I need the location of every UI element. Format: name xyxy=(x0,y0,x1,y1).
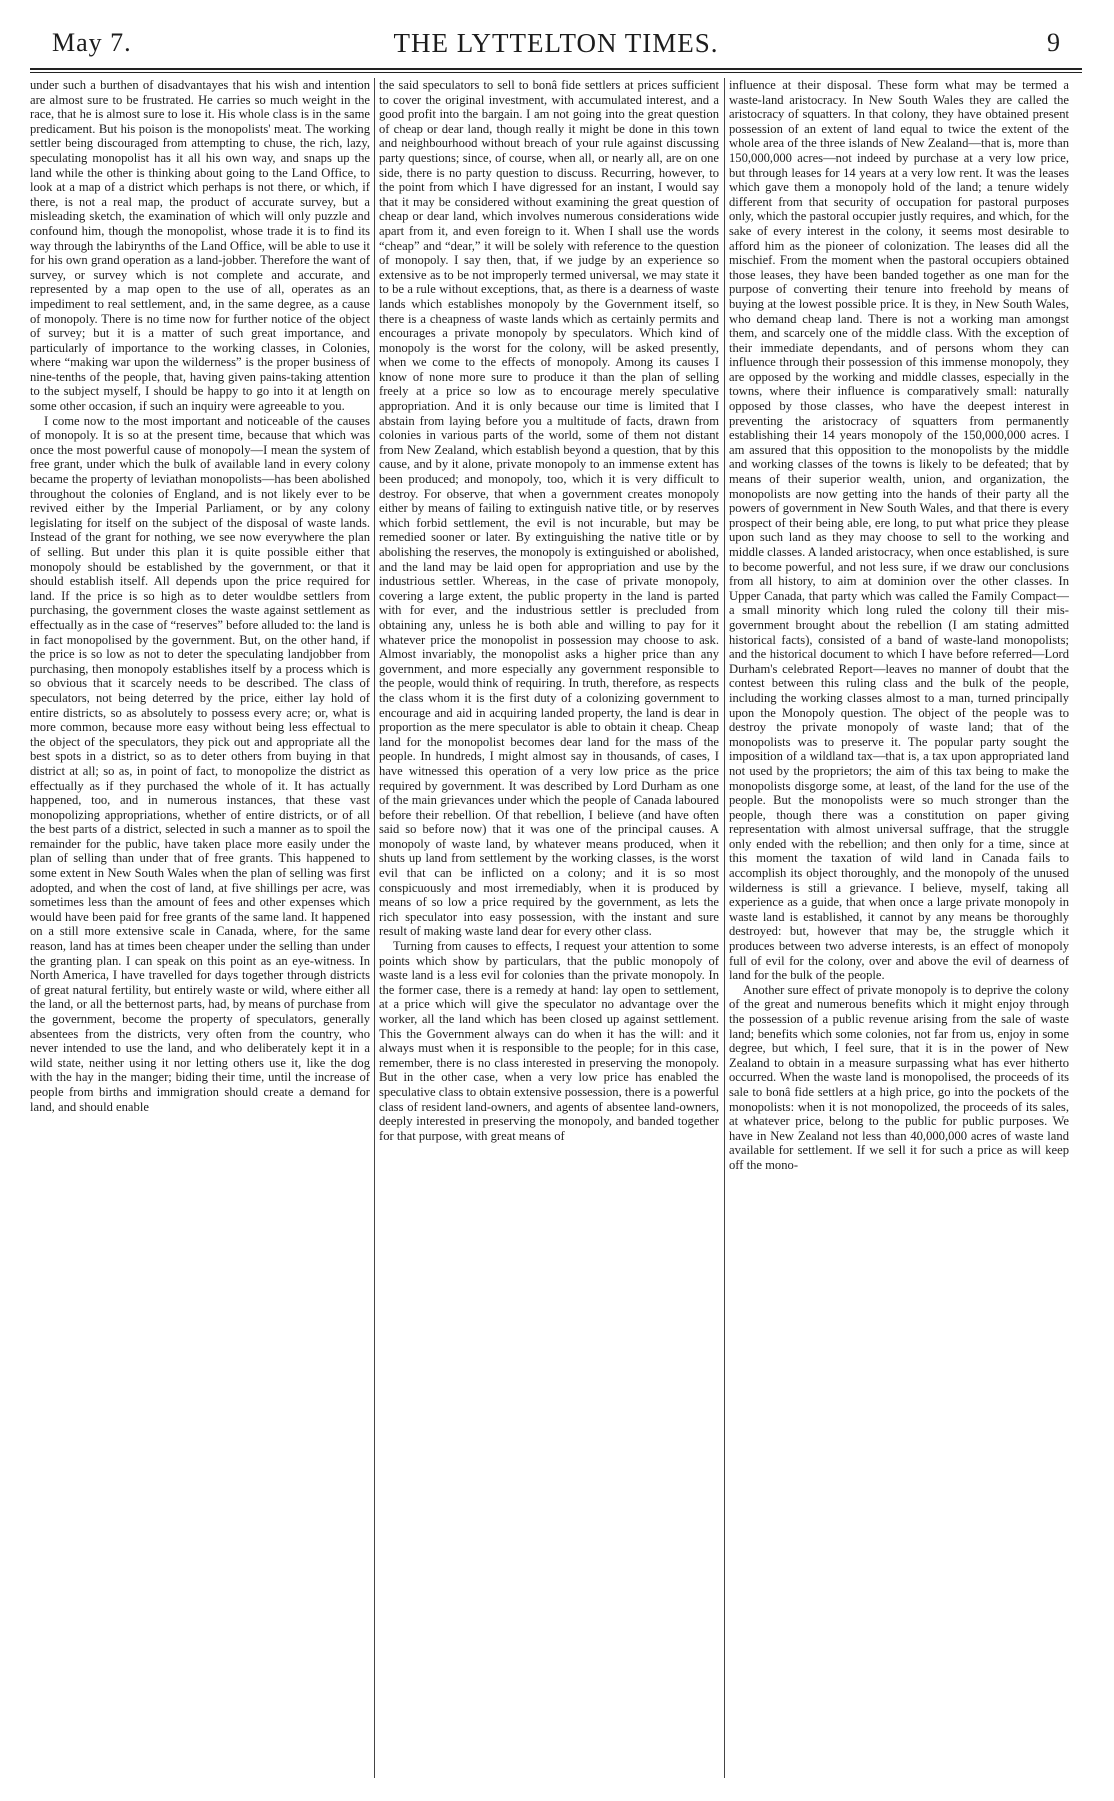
column-2-paragraph: the said speculators to sell to bonâ fide settlers at prices sufficient to cover the original investment, with accumulated interest, and a good profit into the bargain. I am not going into the great question of cheap or dear land, though really it might be done in this town and neighbourhood without breach of your rule against discussing party questions; since, of course, when all, or nearly all, are on one side, there is no party question to discuss. Recurring, however, to the point from which I have digressed for an instant, I would say that it may be considered without examining the great question of cheap or dear land, which involves numerous considerations wide apart from it, and even foreign to it. When I shall use the words “cheap” and “dear,” it will be solely with reference to the question of monopoly. I say then, that, if we judge by an experience so extensive as to be not improperly termed universal, we may state it to be a rule without exceptions, that, as there is a dearness of waste lands which establishes monopoly by the Government itself, so there is a cheapness of waste lands which as certainly permits and encourages a private monopoly by speculators. Which kind of monopoly is the worst for the colony, will be asked presently, when we come to the effects of monopoly. Among its causes I know of none more sure to produce it than the plan of selling freely at a price so low as to encourage merely speculative appropriation. And it is only because our time is limited that I abstain from laying before you a multitude of facts, drawn from colonies in various parts of the world, some of them not distant from New Zealand, which establish beyond a question, that by this cause, and by it alone, private monopoly to an immense extent has been produced; and monopoly, too, which it is very difficult to destroy. For observe, that when a government creates monopoly either by means of failing to extinguish native title, or by reserves which forbid settlement, the evil is not incurable, but may be remedied sooner or later. By extinguishing the native title or by abolishing the reserves, the monopoly is extinguished or abolished, and the land may be laid open for appropriation and use by the industrious settler. Whereas, in the case of private monopoly, covering a large extent, the public property in the land is parted with for ever, and the industrious settler is precluded from obtaining any, unless he is both able and willing to pay for it whatever price the monopolist in possession may choose to ask. Almost invariably, the monopolist asks a higher price than any government, and more especially any government responsible to the people, would think of requiring. In truth, therefore, as respects the class whom it is the first duty of a colonizing government to encourage and aid in acquiring landed property, the land is dear in proportion as the mere speculator is able to obtain it cheap. Cheap land for the monopolist becomes dear land for the mass of the people. In hundreds, I might almost say in thousands, of cases, I have witnessed this operation of a very low price as the price required by government. It was described by Lord Durham as one of the main grievances under which the people of Canada laboured before their rebellion. Of that rebellion, I believe (and have often said so before now) that it was one of the principal causes. A monopoly of waste land, by whatever means produced, when it shuts up land from settlement by the working classes, is the worst evil that can be inflicted on a colony; and it is so most conspicuously and most irremediably, when it is produced by means of so low a price required by the government, as lets the rich speculator into easy possession, with the instant and sure result of making waste land dear for every other class. xyxy=(379,78,719,939)
column-divider xyxy=(374,78,375,1778)
column-2 xyxy=(379,78,719,1778)
column-1 xyxy=(30,78,370,1778)
column-1-paragraph: under such a burthen of disadvantayes that his wish and intention are almost sure to be frustrated. He carries so much weight in the race, that he is almost sure to lose it. His whole class is in the same predicament. But his poison is the monopolists' meat. The working settler being discouraged from attempting to chuse, the rich, lazy, speculating monopolist has it all his own way, and snaps up the land while the other is thinking about going to the Land Office, to look at a map of a district which perhaps is not there, or which, if there, is not a real map, the product of accurate survey, but a misleading sketch, the examination of which will only puzzle and confound him, though the monopolist, whose trade it is to find its way through the labirynths of the Land Office, will be able to use it for his own grand operation as a land-jobber. Therefore the want of survey, or survey which is not complete and accurate, and represented by a map open to the use of all, operates as an impediment to real settlement, and, in the same degree, as a cause of monopoly. There is no time now for further notice of the object of survey; but it is a matter of such great importance, and particularly of importance to the working classes, in Colonies, where “making war upon the wilderness” is the proper business of nine-tenths of the people, that, having given pains-taking attention to the subject myself, I should be happy to go into it at length on some other occasion, if such an inquiry were agreeable to you. xyxy=(30,78,370,414)
issue-date: May 7. xyxy=(52,28,132,57)
header-rule-thin xyxy=(30,72,1082,73)
page-number: 9 xyxy=(1047,28,1060,57)
column-2-paragraph: Turning from causes to effects, I request your attention to some points which show by particulars, that the public monopoly of waste land is a less evil for colonies than the private monopoly. In the former case, there is a remedy at hand: lay open to settlement, at a price which will give the speculator no advantage over the worker, all the land which has been closed up against settlement. This the Government always can do when it has the will: and it always must when it is responsible to the people; for in this case, remember, there is no class interested in preserving the monopoly. But in the other case, when a very low price has enabled the speculative class to obtain extensive possession, there is a powerful class of resident land-owners, and agents of absentee land-owners, deeply interested in preserving the monopoly, and banded together for that purpose, with great means of xyxy=(379,939,719,1143)
column-3 xyxy=(729,78,1069,1778)
column-divider xyxy=(724,78,725,1778)
masthead xyxy=(30,26,1082,62)
column-1-paragraph: I come now to the most important and noticeable of the causes of monopoly. It is so at the present time, because that which was once the most powerful cause of monopoly—I mean the system of free grant, under which the bulk of available land in every colony became the property of leviathan monopolists—has been abolished throughout the colonies of England, and is not likely ever to be revived either by the Imperial Parliament, or by any colony legislating for itself on the subject of the disposal of waste lands. Instead of the grant for nothing, we see now everywhere the plan of selling. But under this plan it is quite possible either that monopoly should be established by the government, or that it should establish itself. All depends upon the price required for land. If the price is so high as to deter wouldbe settlers from purchasing, the government closes the waste against settlement as effectually as in the case of “reserves” before alluded to: the land is in fact monopolised by the government. But, on the other hand, if the price is so low as not to deter the speculating landjobber from purchasing, then monopoly establishes itself by a process which is so obvious that it scarcely needs to be described. The class of speculators, not being deterred by the price, either lay hold of entire districts, so as absolutely to possess every acre; or, what is more common, because more easy without being less effectual to the object of the speculators, they pick out and appropriate all the best spots in a district, so as to deter others from buying in that district at all; so as, in point of fact, to monopolize the district as effectually as if they purchased the whole of it. It has actually happened, too, and in numerous instances, that these vast monopolizing appropriations, whether of entire districts, or of all the best parts of a district, selected in such a manner as to spoil the remainder for the public, have taken place more easily under the plan of selling than under that of free grants. This happened to some extent in New South Wales when the plan of selling was first adopted, and when the cost of land, at five shillings per acre, was sometimes less than the amount of fees and other expenses which would have been paid for free grants of the same land. It happened on a still more extensive scale in Canada, where, for the same reason, land has at times been cheaper under the selling than under the granting plan. I can speak on this point as an eye-witness. In North America, I have travelled for days together through districts of great natural fertility, but entirely waste or wild, where either all the land, or all the betternost parts, had, by means of purchase from the government, become the property of speculators, generally absentees from the districts, very often from the country, who never intended to use the land, and who deliberately kept it in a wild state, neither using it nor letting others use it, like the dog with the hay in the manger; biding their time, until the increase of people from births and immigration should create a demand for land, and should enable xyxy=(30,413,370,1114)
column-3-paragraph: Another sure effect of private monopoly is to deprive the colony of the great and numerous benefits which it might enjoy through the possession of a public revenue arising from the sale of waste land; benefits which some colonies, not far from us, enjoy in some degree, but which, I feel sure, that it is in the power of New Zealand to obtain in a measure surpassing what has ever hitherto occurred. When the waste land is monopolised, the proceeds of its sale to bonâ fide settlers at a high price, go into the pockets of the monopolists: when it is not monopolized, the proceeds of its sales, at whatever price, belong to the public for public purposes. We have in New Zealand not less than 40,000,000 acres of waste land available for settlement. If we sell it for such a price as will keep off the mono- xyxy=(729,982,1069,1172)
column-3-paragraph: influence at their disposal. These form what may be termed a waste-land aristocracy. In New South Wales they are called the aristocracy of squatters. In that colony, they have obtained present possession of an extent of land equal to twice the extent of the whole area of the three islands of New Zealand—that is, more than 150,000,000 acres—not indeed by purchase at a very low price, but through leases for 14 years at a very low rent. It was the leases which gave them a monopoly hold of the land; a tenure widely different from that security of occupation for pastoral purposes only, which the pastoral occupier justly requires, and which, for the sake of every interest in the colony, it seems most desirable to afford him as the pioneer of colonization. The leases did all the mischief. From the moment when the pastoral occupiers obtained those leases, they have been banded together as one man for the purpose of converting their tenure into freehold by means of buying at the lowest possible price. It is they, in New South Wales, who demand cheap land. There is not a working man amongst them, and scarcely one of the middle class. With the exception of their immediate dependants, and of persons whom they can influence through their possession of this immense monopoly, they are opposed by the working and middle classes, especially in the towns, where their influence is comparatively small: naturally opposed by those classes, who have the deepest interest in preventing the aristocracy of squatters from permanently establishing their 14 years monopoly of the 150,000,000 acres. I am assured that this opposition to the monopolists by the middle and working classes of the towns is likely to be defeated; that by means of their superior wealth, union, and organization, the monopolists are now getting into the hands of their party all the powers of government in New South Wales, and that there is every prospect of their being able, ere long, to put what price they please upon such land as they may choose to sell to the working and middle classes. A landed aristocracy, when once established, is sure to become powerful, and not less sure, if we draw our conclusions from all history, to aim at dominion over the other classes. In Upper Canada, that party which was called the Family Compact—a small minority which long ruled the colony till their mis-government brought about the rebellion (I am stating admitted historical facts), consisted of a band of waste-land monopolists; and the historical document to which I have before referred—Lord Durham's celebrated Report—leaves no manner of doubt that the contest between this ruling class and the bulk of the people, including the working classes almost to a man, turned principally upon the Monopoly question. The object of the people was to destroy the private monopoly of waste land; that of the monopolists was to preserve it. The popular party sought the imposition of a wildland tax—that is, a tax upon appropriated land not used by the proprietors; the aim of this tax being to make the monopolists disgorge some, at least, of the land for the use of the people. But the monopolists were so much stronger than the people, though there was a constitution on paper giving representation with almost universal suffrage, that the struggle only ended with the rebellion; and then only for a time, since at this moment the taxation of wild land in Canada fails to accomplish its object thoroughly, and the monopoly of the unused wilderness is still a grievance. I believe, myself, taking all experience as a guide, that when once a large private monopoly in waste land is established, it cannot by any means be thoroughly destroyed: but, however that may be, the struggle which it produces between two adverse interests, is an effect of monopoly full of evil for the colony, over and above the evil of dearness of land for the bulk of the people. xyxy=(729,78,1069,983)
newspaper-title: THE LYTTELTON TIMES. xyxy=(393,28,719,58)
header-rule-thick xyxy=(30,68,1082,70)
